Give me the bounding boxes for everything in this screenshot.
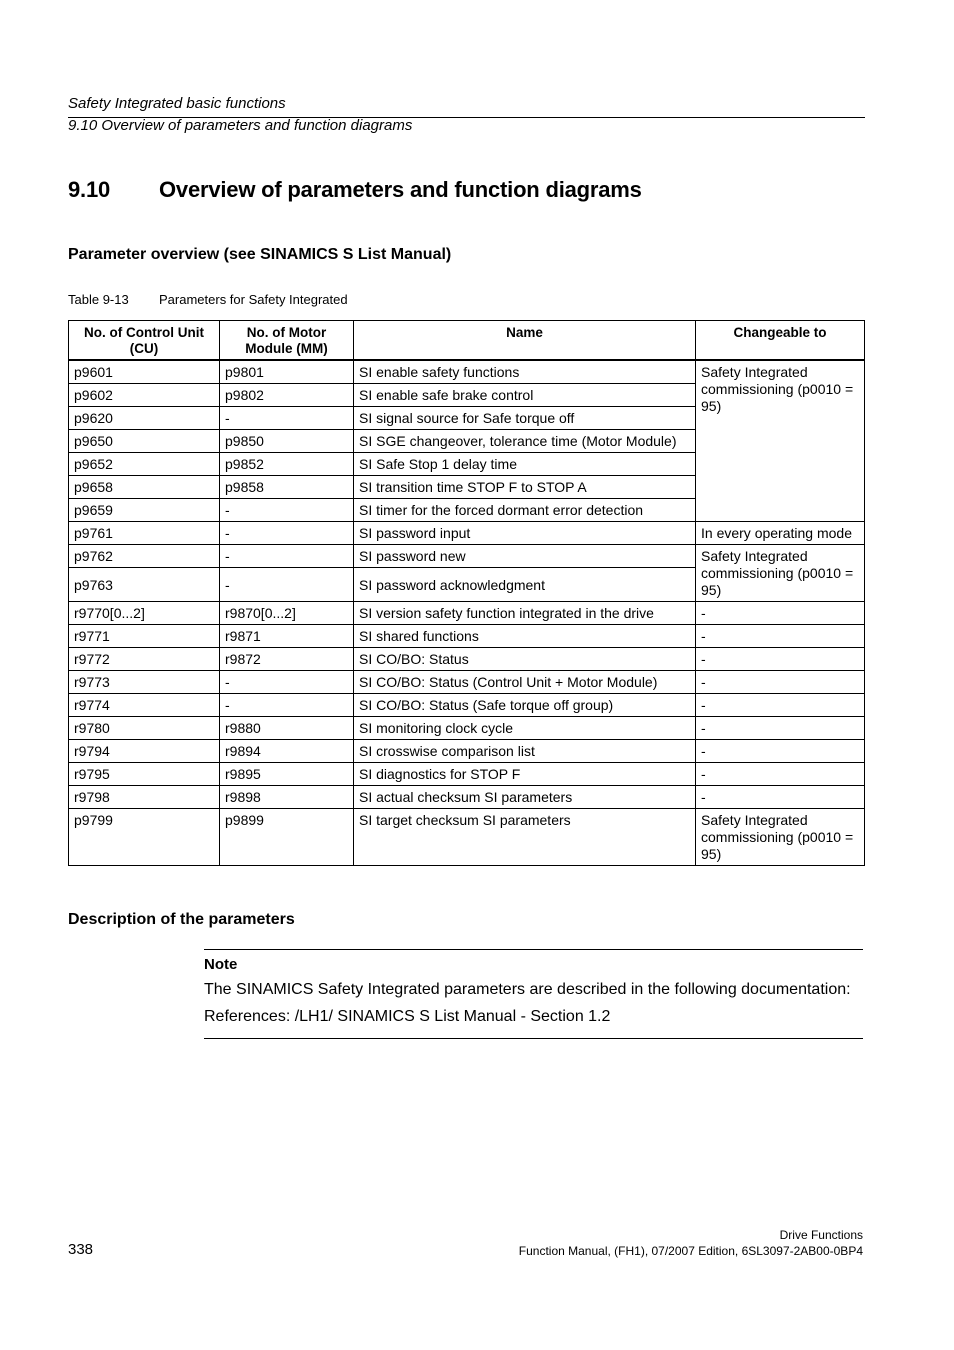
cell-name: SI actual checksum SI parameters: [354, 786, 696, 809]
cell-mm: -: [220, 568, 354, 602]
cell-cu: r9774: [69, 694, 220, 717]
table-row: [69, 740, 865, 763]
cell-mm: -: [220, 522, 354, 545]
cell-cu: r9770[0...2]: [69, 602, 220, 625]
cell-cu: p9761: [69, 522, 220, 545]
cell-mm: r9898: [220, 786, 354, 809]
cell-name: SI enable safe brake control: [354, 384, 696, 407]
cell-name: SI diagnostics for STOP F: [354, 763, 696, 786]
note-title: Note: [204, 956, 238, 973]
page-number: 338: [68, 1241, 94, 1258]
cell-changeable: -: [696, 717, 865, 740]
cell-cu: p9762: [69, 545, 220, 568]
parameter-overview-heading: Parameter overview (see SINAMICS S List Manual): [68, 246, 452, 263]
cell-mm: p9850: [220, 430, 354, 453]
cell-name: SI signal source for Safe torque off: [354, 407, 696, 430]
col-header-name: Name: [354, 321, 696, 361]
cell-name: SI enable safety functions: [354, 360, 696, 384]
col-header-mm: No. of Motor Module (MM): [220, 321, 354, 361]
cell-mm: -: [220, 407, 354, 430]
cell-cu: p9601: [69, 360, 220, 384]
cell-changeable: -: [696, 671, 865, 694]
note-text: The SINAMICS Safety Integrated parameters are described in the following documentation:: [204, 981, 851, 998]
cell-changeable: -: [696, 694, 865, 717]
cell-mm: -: [220, 694, 354, 717]
table-caption: [68, 292, 348, 307]
cell-name: SI password new: [354, 545, 696, 568]
cell-cu: p9659: [69, 499, 220, 522]
table-caption-label: Table 9-13: [68, 292, 129, 307]
parameters-table: [68, 320, 865, 866]
cell-cu: p9799: [69, 809, 220, 866]
cell-mm: p9802: [220, 384, 354, 407]
cell-name: SI CO/BO: Status: [354, 648, 696, 671]
cell-cu: p9650: [69, 430, 220, 453]
footer-doc-edition: Function Manual, (FH1), 07/2007 Edition, 6SL3097-2AB00-0BP4: [518, 1244, 863, 1258]
cell-mm: r9871: [220, 625, 354, 648]
cell-name: SI Safe Stop 1 delay time: [354, 453, 696, 476]
table-header-row: [69, 321, 865, 361]
cell-cu: r9780: [69, 717, 220, 740]
table-row: [69, 671, 865, 694]
cell-mm: r9894: [220, 740, 354, 763]
cell-cu: r9795: [69, 763, 220, 786]
footer-doc-title: Drive Functions: [779, 1228, 863, 1242]
cell-changeable: Safety Integrated commissioning (p0010 = 95): [696, 809, 865, 866]
cell-name: SI CO/BO: Status (Control Unit + Motor Module): [354, 671, 696, 694]
footer-doc-info: [519, 1227, 863, 1259]
section-heading: [68, 177, 642, 203]
cell-changeable: -: [696, 648, 865, 671]
cell-changeable: Safety Integrated commissioning (p0010 = 95): [696, 360, 865, 522]
section-number: 9.10: [68, 177, 111, 202]
cell-mm: r9895: [220, 763, 354, 786]
cell-cu: p9652: [69, 453, 220, 476]
cell-mm: r9870[0...2]: [220, 602, 354, 625]
cell-name: SI monitoring clock cycle: [354, 717, 696, 740]
cell-name: SI shared functions: [354, 625, 696, 648]
running-header-section: 9.10 Overview of parameters and function diagrams: [68, 117, 413, 134]
table-row: [69, 625, 865, 648]
cell-cu: p9658: [69, 476, 220, 499]
cell-changeable: In every operating mode: [696, 522, 865, 545]
cell-cu: p9602: [69, 384, 220, 407]
cell-changeable: -: [696, 786, 865, 809]
cell-cu: p9763: [69, 568, 220, 602]
table-row: [69, 602, 865, 625]
cell-name: SI timer for the forced dormant error detection: [354, 499, 696, 522]
cell-name: SI crosswise comparison list: [354, 740, 696, 763]
table-row: [69, 809, 865, 866]
section-title: Overview of parameters and function diagrams: [159, 177, 642, 202]
cell-changeable: -: [696, 763, 865, 786]
running-header-chapter: Safety Integrated basic functions: [68, 95, 286, 112]
cell-cu: r9773: [69, 671, 220, 694]
cell-mm: p9801: [220, 360, 354, 384]
table-row: [69, 694, 865, 717]
table-row: [69, 360, 865, 384]
cell-name: SI password input: [354, 522, 696, 545]
cell-cu: r9771: [69, 625, 220, 648]
cell-changeable: -: [696, 625, 865, 648]
note-reference: References: /LH1/ SINAMICS S List Manual - Section 1.2: [204, 1008, 611, 1025]
table-row: [69, 786, 865, 809]
cell-mm: p9899: [220, 809, 354, 866]
table-row: [69, 717, 865, 740]
col-header-cu: No. of Control Unit (CU): [69, 321, 220, 361]
cell-name: SI version safety function integrated in the drive: [354, 602, 696, 625]
cell-mm: p9852: [220, 453, 354, 476]
cell-mm: -: [220, 545, 354, 568]
table-row: [69, 522, 865, 545]
cell-name: SI target checksum SI parameters: [354, 809, 696, 866]
cell-changeable: -: [696, 602, 865, 625]
table-row: [69, 545, 865, 568]
cell-changeable: Safety Integrated commissioning (p0010 = 95): [696, 545, 865, 602]
cell-mm: -: [220, 499, 354, 522]
table-row: [69, 763, 865, 786]
table-caption-title: Parameters for Safety Integrated: [159, 292, 348, 307]
cell-mm: p9858: [220, 476, 354, 499]
cell-name: SI password acknowledgment: [354, 568, 696, 602]
description-heading: Description of the parameters: [68, 911, 295, 928]
cell-cu: p9620: [69, 407, 220, 430]
cell-mm: -: [220, 671, 354, 694]
cell-cu: r9798: [69, 786, 220, 809]
cell-name: SI transition time STOP F to STOP A: [354, 476, 696, 499]
table-row: [69, 648, 865, 671]
cell-mm: r9872: [220, 648, 354, 671]
cell-cu: r9794: [69, 740, 220, 763]
cell-name: SI CO/BO: Status (Safe torque off group): [354, 694, 696, 717]
cell-cu: r9772: [69, 648, 220, 671]
cell-changeable: -: [696, 740, 865, 763]
cell-mm: r9880: [220, 717, 354, 740]
col-header-changeable: Changeable to: [696, 321, 865, 361]
cell-name: SI SGE changeover, tolerance time (Motor Module): [354, 430, 696, 453]
note-box: [204, 949, 863, 1039]
